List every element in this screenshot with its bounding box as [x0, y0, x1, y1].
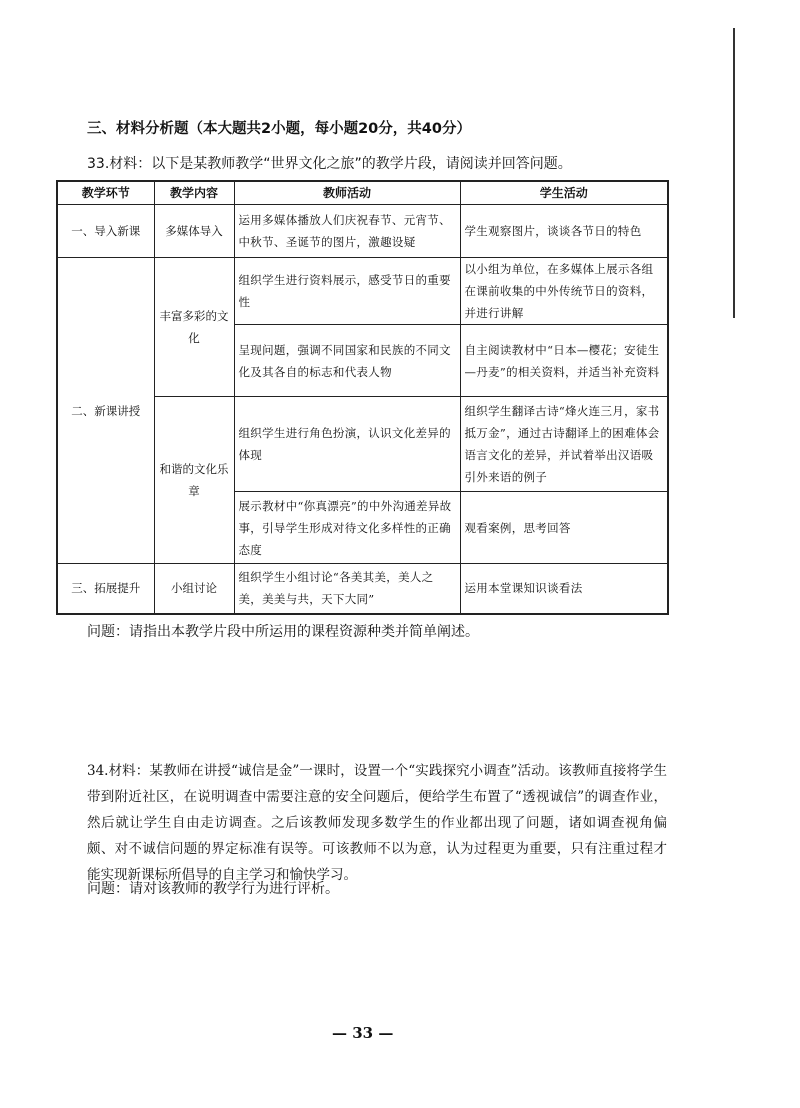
- question-34-prompt: 问题：请对该教师的教学行为进行评析。: [87, 881, 339, 897]
- table-header-row: [57, 181, 668, 205]
- student-activity-cell: 运用本堂课知识谈看法: [460, 564, 668, 614]
- student-activity-cell: 以小组为单位，在多媒体上展示各组在课前收集的中外传统节日的资料，并进行讲解: [460, 258, 668, 325]
- teacher-activity-cell: 运用多媒体播放人们庆祝春节、元宵节、中秋节、圣诞节的图片，激趣设疑: [234, 205, 460, 258]
- student-activity-cell: 观看案例，思考回答: [460, 492, 668, 564]
- question-34-material: 34.材料：某教师在讲授“诚信是金”一课时，设置一个“实践探究小调查”活动。该教师直接将学生带到附近社区，在说明调查中需要注意的安全问题后，便给学生布置了“透视诚信”的调查作业，然后就让学生自由走访调查。之后该教师发现多数学生的作业都出现了问题，诸如调查视角偏颇、对不诚信问题的界定标准有误等。可该教师不以为意，认为过程更为重要，只有注重过程才能实现新课标所倡导的自主学习和愉快学习。: [87, 763, 667, 883]
- content-cell: 小组讨论: [154, 564, 234, 614]
- stage-cell: 一、导入新课: [57, 205, 154, 258]
- table-row: [57, 258, 668, 325]
- content-cell: 和谐的文化乐章: [154, 397, 234, 564]
- lesson-table: [56, 180, 669, 615]
- header-student-activity: 学生活动: [460, 181, 668, 205]
- content-cell: 多媒体导入: [154, 205, 234, 258]
- content-cell: 丰富多彩的文化: [154, 258, 234, 397]
- teacher-activity-cell: 组织学生进行资料展示，感受节日的重要性: [234, 258, 460, 325]
- student-activity-cell: 自主阅读教材中“日本—樱花；安徒生—丹麦”的相关资料，并适当补充资料: [460, 325, 668, 397]
- teacher-activity-cell: 呈现问题，强调不同国家和民族的不同文化及其各自的标志和代表人物: [234, 325, 460, 397]
- stage-cell: 二、新课讲授: [57, 258, 154, 564]
- binding-margin-line: [733, 28, 735, 318]
- student-activity-cell: 学生观察图片，谈谈各节日的特色: [460, 205, 668, 258]
- table-row: [57, 205, 668, 258]
- teacher-activity-cell: 组织学生小组讨论“各美其美，美人之美，美美与共，天下大同”: [234, 564, 460, 614]
- question-33-intro: 33.材料：以下是某教师教学“世界文化之旅”的教学片段，请阅读并回答问题。: [87, 156, 572, 172]
- student-activity-cell: 组织学生翻译古诗“烽火连三月，家书抵万金”，通过古诗翻译上的困难体会语言文化的差异，并试着举出汉语吸引外来语的例子: [460, 397, 668, 492]
- stage-cell: 三、拓展提升: [57, 564, 154, 614]
- question-33-prompt: 问题：请指出本教学片段中所运用的课程资源种类并简单阐述。: [87, 624, 479, 640]
- table-row: [57, 564, 668, 614]
- page-number: — 33 —: [332, 1024, 394, 1042]
- header-content: 教学内容: [154, 181, 234, 205]
- header-teacher-activity: 教师活动: [234, 181, 460, 205]
- teacher-activity-cell: 组织学生进行角色扮演，认识文化差异的体现: [234, 397, 460, 492]
- teacher-activity-cell: 展示教材中“你真漂亮”的中外沟通差异故事，引导学生形成对待文化多样性的正确态度: [234, 492, 460, 564]
- header-stage: 教学环节: [57, 181, 154, 205]
- section-heading: 三、材料分析题（本大题共2小题，每小题20分，共40分）: [87, 121, 471, 137]
